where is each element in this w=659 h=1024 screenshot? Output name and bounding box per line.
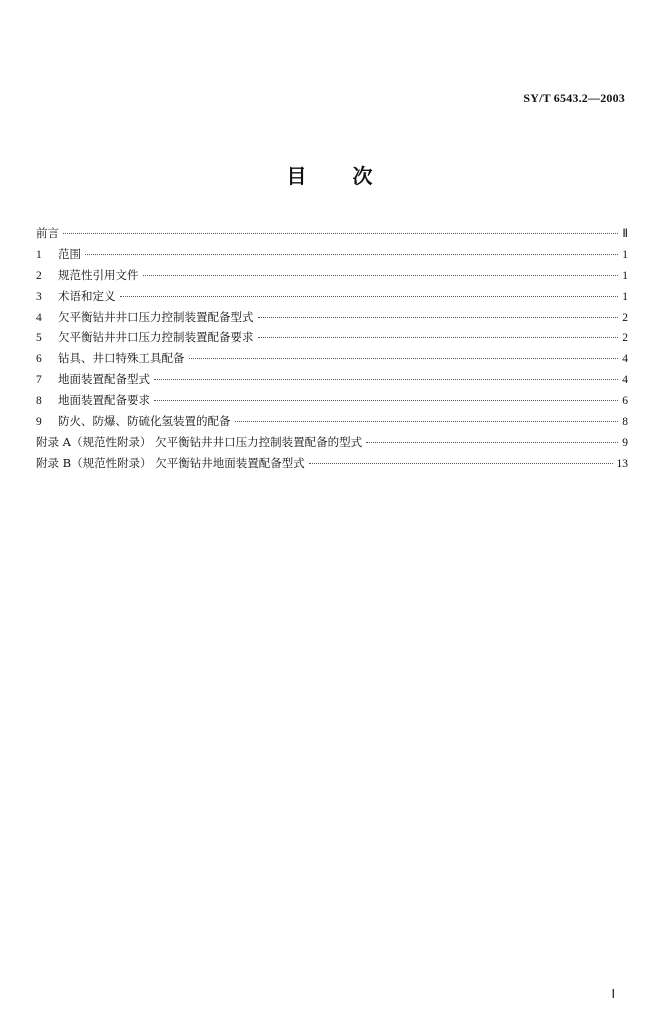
toc-entry[interactable]	[36, 225, 628, 246]
toc-entry[interactable]	[36, 267, 628, 288]
toc-entry-page: 2	[622, 332, 628, 345]
toc-entry-page: 9	[622, 436, 628, 449]
toc-entry-title: 地面装置配备要求	[58, 393, 150, 408]
toc-entry[interactable]	[36, 288, 628, 309]
table-of-contents	[36, 225, 628, 476]
toc-entry-page: 6	[622, 395, 628, 408]
toc-entry-number: 2	[36, 269, 42, 282]
page-folio: Ⅰ	[611, 987, 615, 1001]
toc-entry[interactable]	[36, 392, 628, 413]
toc-entry-number: 8	[36, 395, 42, 408]
toc-entry-title: 前言	[36, 226, 59, 240]
toc-entry-number: 6	[36, 353, 42, 366]
toc-entry-number: 4	[36, 311, 42, 324]
toc-entry-title: 欠平衡钻井井口压力控制装置配备要求	[58, 330, 254, 345]
toc-entry-page: Ⅱ	[622, 228, 628, 240]
toc-leader-dots	[120, 296, 619, 297]
toc-leader-dots	[154, 379, 618, 380]
toc-entry-number: 5	[36, 332, 42, 345]
toc-leader-dots	[258, 337, 619, 338]
toc-entry-title: 规范性引用文件	[58, 267, 139, 282]
standard-code: SY/T 6543.2—2003	[523, 91, 625, 105]
toc-entry-page: 8	[622, 416, 628, 429]
toc-entry-number: 3	[36, 290, 42, 303]
toc-entry-title: 防火、防爆、防硫化氢装置的配备	[58, 414, 231, 429]
toc-leader-dots	[366, 442, 618, 443]
toc-leader-dots	[258, 317, 619, 318]
toc-leader-dots	[154, 400, 618, 401]
toc-entry-appendix[interactable]	[36, 434, 628, 455]
title-char-1: 目	[286, 164, 307, 188]
toc-leader-dots	[189, 358, 619, 359]
toc-entry-appendix[interactable]	[36, 455, 628, 476]
toc-leader-dots	[235, 421, 619, 422]
toc-leader-dots	[85, 254, 618, 255]
toc-entry-number: 1	[36, 248, 42, 261]
toc-entry-title: 欠平衡钻井井口压力控制装置配备型式	[58, 309, 254, 324]
toc-entry-page: 13	[616, 457, 628, 470]
toc-entry[interactable]	[36, 309, 628, 330]
toc-entry-page: 1	[622, 269, 628, 282]
toc-entry-page: 1	[622, 290, 628, 303]
toc-entry-page: 4	[622, 353, 628, 366]
toc-entry-page: 1	[622, 248, 628, 261]
toc-leader-dots	[143, 275, 619, 276]
toc-leader-dots	[309, 463, 613, 464]
toc-entry-title: 术语和定义	[58, 288, 116, 303]
toc-entry[interactable]	[36, 371, 628, 392]
toc-entry-number: 9	[36, 416, 42, 429]
toc-entry-page: 4	[622, 374, 628, 387]
toc-entry[interactable]	[36, 350, 628, 371]
toc-entry-title: 钻具、井口特殊工具配备	[58, 351, 185, 366]
toc-entry-title: 附录 A（规范性附录） 欠平衡钻井井口压力控制装置配备的型式	[36, 434, 363, 449]
toc-entry-title: 地面装置配备型式	[58, 372, 150, 387]
toc-entry[interactable]	[36, 413, 628, 434]
page-title	[0, 160, 659, 189]
title-char-2: 次	[352, 164, 373, 188]
toc-entry-number: 7	[36, 374, 42, 387]
toc-entry-page: 2	[622, 311, 628, 324]
toc-leader-dots	[63, 233, 618, 234]
toc-entry[interactable]	[36, 246, 628, 267]
toc-entry-title: 范围	[58, 246, 81, 261]
toc-entry[interactable]	[36, 329, 628, 350]
toc-entry-title: 附录 B（规范性附录） 欠平衡钻井地面装置配备型式	[36, 455, 305, 470]
